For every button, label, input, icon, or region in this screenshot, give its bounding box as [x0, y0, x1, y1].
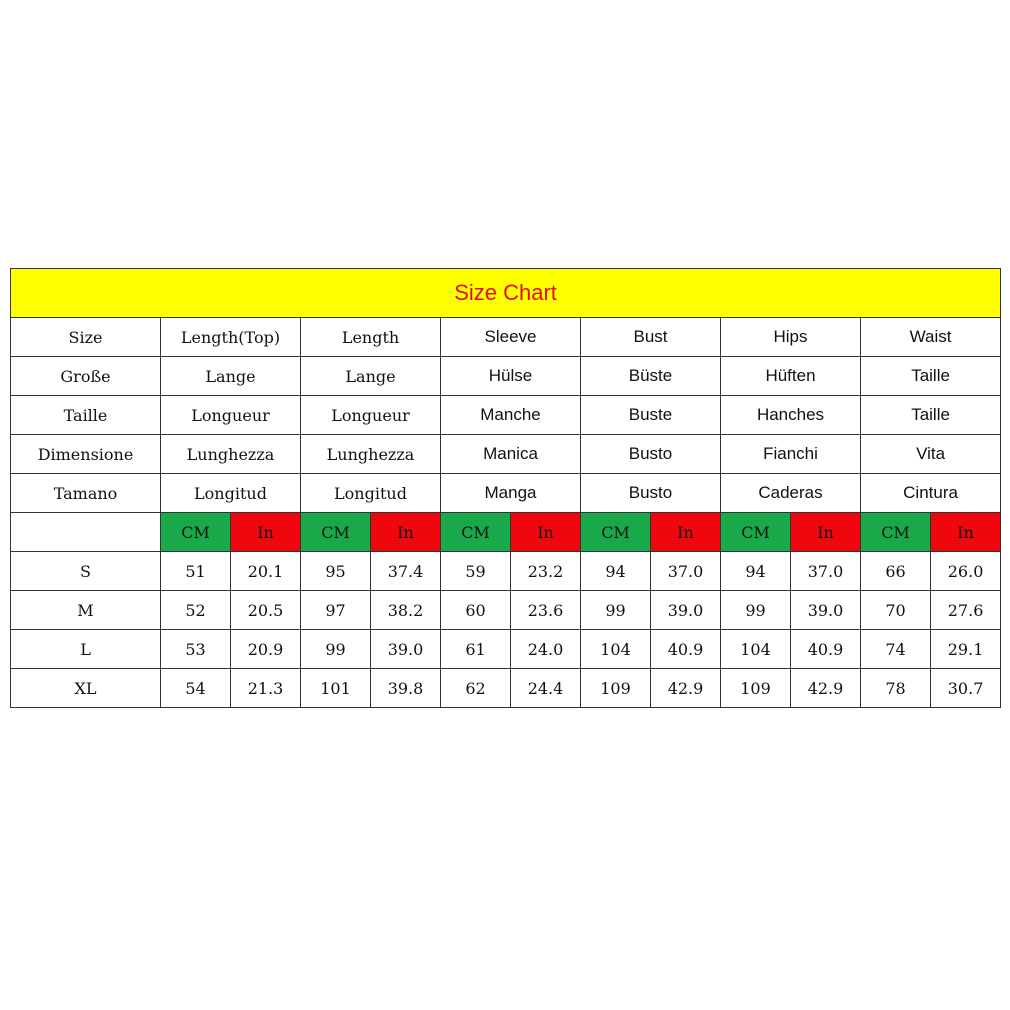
- value-cm: 94: [581, 552, 651, 591]
- column-label: Caderas: [721, 474, 861, 513]
- value-in: 42.9: [791, 669, 861, 708]
- value-in: 38.2: [371, 591, 441, 630]
- table-row: [11, 552, 1001, 591]
- column-label: Hüften: [721, 357, 861, 396]
- unit-in-label: In: [511, 513, 581, 552]
- unit-in-label: In: [791, 513, 861, 552]
- column-label: Bust: [581, 318, 721, 357]
- row-label: Große: [11, 357, 161, 396]
- value-in: 30.7: [931, 669, 1001, 708]
- value-in: 24.0: [511, 630, 581, 669]
- value-cm: 104: [721, 630, 791, 669]
- column-label: Longitud: [301, 474, 441, 513]
- unit-cm-label: CM: [861, 513, 931, 552]
- value-cm: 60: [441, 591, 511, 630]
- value-in: 23.2: [511, 552, 581, 591]
- unit-row: [11, 513, 1001, 552]
- column-label: Sleeve: [441, 318, 581, 357]
- unit-cm-label: CM: [441, 513, 511, 552]
- column-label: Longitud: [161, 474, 301, 513]
- unit-cm-label: CM: [301, 513, 371, 552]
- value-cm: 109: [721, 669, 791, 708]
- column-label: Length: [301, 318, 441, 357]
- value-cm: 99: [721, 591, 791, 630]
- value-cm: 51: [161, 552, 231, 591]
- column-label: Vita: [861, 435, 1001, 474]
- column-label: Waist: [861, 318, 1001, 357]
- value-in: 37.4: [371, 552, 441, 591]
- value-in: 37.0: [651, 552, 721, 591]
- label-row: [11, 396, 1001, 435]
- value-cm: 99: [581, 591, 651, 630]
- size-label: S: [11, 552, 161, 591]
- value-cm: 94: [721, 552, 791, 591]
- unit-cm-label: CM: [721, 513, 791, 552]
- value-cm: 52: [161, 591, 231, 630]
- value-in: 39.0: [791, 591, 861, 630]
- unit-row-blank: [11, 513, 161, 552]
- column-label: Lunghezza: [161, 435, 301, 474]
- column-label: Fianchi: [721, 435, 861, 474]
- title-row: [11, 269, 1001, 318]
- table-row: [11, 630, 1001, 669]
- column-label: Hips: [721, 318, 861, 357]
- value-in: 40.9: [651, 630, 721, 669]
- row-label: Tamano: [11, 474, 161, 513]
- unit-cm-label: CM: [161, 513, 231, 552]
- unit-in-label: In: [931, 513, 1001, 552]
- unit-cm-label: CM: [581, 513, 651, 552]
- unit-in-label: In: [651, 513, 721, 552]
- label-row: [11, 357, 1001, 396]
- column-label: Hanches: [721, 396, 861, 435]
- value-in: 39.0: [371, 630, 441, 669]
- value-cm: 99: [301, 630, 371, 669]
- row-label: Size: [11, 318, 161, 357]
- size-chart-table: [10, 268, 1001, 708]
- value-cm: 66: [861, 552, 931, 591]
- table-row: [11, 669, 1001, 708]
- column-label: Lange: [301, 357, 441, 396]
- column-label: Length(Top): [161, 318, 301, 357]
- label-row: [11, 318, 1001, 357]
- value-in: 20.5: [231, 591, 301, 630]
- value-in: 21.3: [231, 669, 301, 708]
- value-cm: 104: [581, 630, 651, 669]
- value-in: 37.0: [791, 552, 861, 591]
- row-label: Dimensione: [11, 435, 161, 474]
- size-label: M: [11, 591, 161, 630]
- column-label: Taille: [861, 396, 1001, 435]
- column-label: Busto: [581, 435, 721, 474]
- value-cm: 74: [861, 630, 931, 669]
- size-label: XL: [11, 669, 161, 708]
- value-cm: 59: [441, 552, 511, 591]
- value-cm: 97: [301, 591, 371, 630]
- value-cm: 109: [581, 669, 651, 708]
- value-in: 39.0: [651, 591, 721, 630]
- value-cm: 53: [161, 630, 231, 669]
- column-label: Busto: [581, 474, 721, 513]
- label-row: [11, 474, 1001, 513]
- value-in: 40.9: [791, 630, 861, 669]
- unit-in-label: In: [371, 513, 441, 552]
- value-in: 20.1: [231, 552, 301, 591]
- column-label: Lunghezza: [301, 435, 441, 474]
- column-label: Longueur: [301, 396, 441, 435]
- column-label: Taille: [861, 357, 1001, 396]
- unit-in-label: In: [231, 513, 301, 552]
- column-label: Lange: [161, 357, 301, 396]
- column-label: Manche: [441, 396, 581, 435]
- column-label: Cintura: [861, 474, 1001, 513]
- value-in: 42.9: [651, 669, 721, 708]
- value-cm: 62: [441, 669, 511, 708]
- table-row: [11, 591, 1001, 630]
- column-label: Manga: [441, 474, 581, 513]
- value-in: 20.9: [231, 630, 301, 669]
- value-in: 29.1: [931, 630, 1001, 669]
- size-label: L: [11, 630, 161, 669]
- column-label: Büste: [581, 357, 721, 396]
- column-label: Longueur: [161, 396, 301, 435]
- value-cm: 70: [861, 591, 931, 630]
- value-in: 27.6: [931, 591, 1001, 630]
- value-cm: 101: [301, 669, 371, 708]
- row-label: Taille: [11, 396, 161, 435]
- label-row: [11, 435, 1001, 474]
- value-cm: 95: [301, 552, 371, 591]
- value-cm: 78: [861, 669, 931, 708]
- value-in: 39.8: [371, 669, 441, 708]
- column-label: Buste: [581, 396, 721, 435]
- chart-title: Size Chart: [11, 269, 1001, 318]
- column-label: Hülse: [441, 357, 581, 396]
- column-label: Manica: [441, 435, 581, 474]
- value-in: 24.4: [511, 669, 581, 708]
- value-in: 23.6: [511, 591, 581, 630]
- value-in: 26.0: [931, 552, 1001, 591]
- value-cm: 61: [441, 630, 511, 669]
- value-cm: 54: [161, 669, 231, 708]
